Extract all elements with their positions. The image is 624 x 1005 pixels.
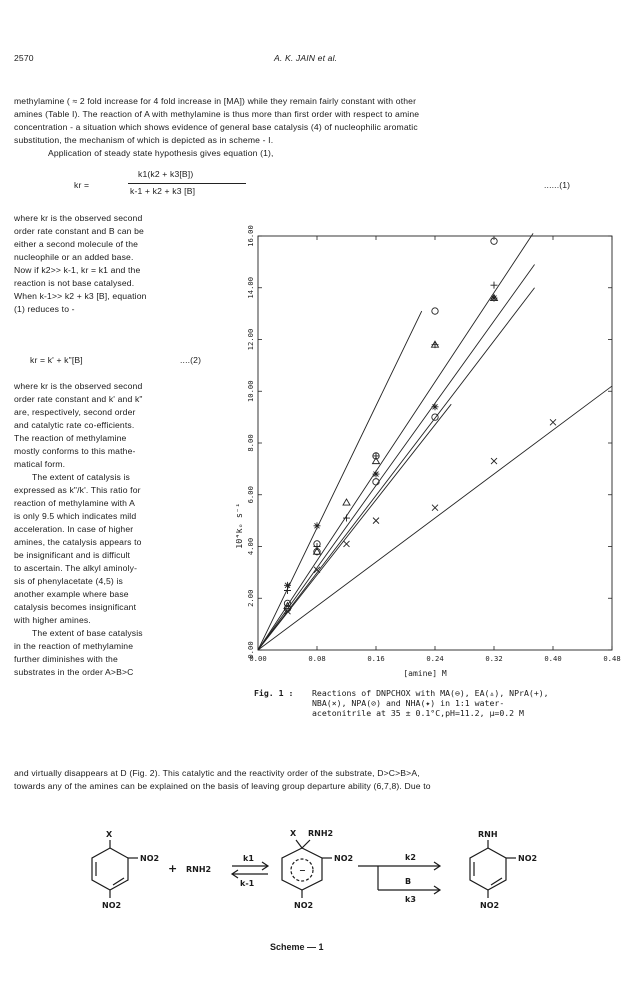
body-line: amines, the catalysis appears to [14,537,142,547]
body-line: mostly conforms to this mathe- [14,446,136,456]
intro-line: amines (Table I). The reaction of A with methylamine is thus more than first order with respect to amine [14,109,420,119]
y-tick-label: 16.00 [246,225,255,247]
product-ring [470,848,506,890]
scheme-label: + [168,862,178,875]
fit-line-ma [258,311,422,650]
chart-svg [236,222,624,680]
scheme-label: NO2 [102,901,122,910]
reactant-ring [92,848,128,890]
scheme-label: X [290,829,297,838]
equation-1-numerator: k1(k2 + k3[B]) [138,169,194,179]
x-tick-label: 0.40 [544,654,562,663]
body-line: another example where base [14,589,129,599]
figure-label: Fig. 1 : [254,688,294,698]
scheme-label: k-1 [240,879,255,888]
body-line: either a second molecule of the [14,239,139,249]
body-line: is only 9.5 which indicates mild [14,511,137,521]
caption-line: NBA(×), NPA(⊘) and NHA(✦) in 1:1 water- [312,698,505,708]
scheme-label: NO2 [334,854,354,863]
data-point-nha [284,582,291,589]
body-line: matical form. [14,459,66,469]
body-line: and virtually disappears at D (Fig. 2). This catalytic and the reactivity order of the substrate, D>C>B>A, [14,768,420,778]
y-axis-label: 10⁴kₒ s⁻¹ [236,502,245,549]
y-tick-label: 8.00 [246,434,255,452]
body-line: to ascertain. The alkyl aminoly- [14,563,138,573]
scheme-label: RNH2 [308,829,334,838]
left-column-top [14,212,147,316]
body-line: expressed as k"/k'. This ratio for [14,485,141,495]
fit-line-npra [258,264,535,650]
body-line: order rate constant and k' and k" [14,394,143,404]
figure-1-chart [236,222,624,680]
running-head: A. K. JAIN et al. [274,53,338,63]
bond [296,840,302,848]
body-line: catalysis becomes insignificant [14,602,137,612]
page-number: 2570 [14,53,34,63]
x-tick-label: 0.00 [249,654,267,663]
data-point-npra [314,543,321,550]
x-tick-label: 0.16 [367,654,385,663]
body-line: and catalytic rate co-efficients. [14,420,135,430]
scheme-label: RNH [478,830,498,839]
x-tick-label: 0.32 [485,654,503,663]
caption-line: Reactions of DNPCHOX with MA(⊖), EA(▵), NPrA(+), [312,688,549,698]
fit-line-ea [258,288,535,650]
equation-1-denominator: k-1 + k2 + k3 [B] [130,186,196,196]
y-tick-label: 12.00 [246,328,255,351]
scheme-label: B [405,877,412,886]
intro-line: Application of steady state hypothesis gives equation (1), [48,148,274,158]
data-point-nha [373,471,380,478]
double-bond [113,878,124,885]
bottom-paragraph [14,767,431,793]
scheme-label: NO2 [140,854,160,863]
data-point-npra [491,282,498,289]
x-tick-label: 0.08 [308,654,326,663]
body-line: substrates in the order A>B>C [14,667,134,677]
body-line: towards any of the amines can be explained on the basis of leaving group departure ability (6,7,8). Due to [14,781,431,791]
data-point-nba [373,518,379,524]
body-line: where kr is the observed second [14,213,143,223]
data-point-nba [344,541,350,547]
body-line: further diminishes with the [14,654,118,664]
scheme-label: NO2 [480,901,500,910]
body-line: reaction of methylamine with A [14,498,136,508]
body-line: The extent of catalysis is [32,472,130,482]
plot-frame [258,236,612,650]
body-line: Now if k2>> k-1, kr = k1 and the [14,265,141,275]
data-point-npa [432,414,438,420]
equation-2: kr = k' + k"[B] [30,355,83,365]
scheme-label: − [299,866,306,875]
data-point-nha [314,522,321,529]
y-tick-label: 4.00 [246,537,255,556]
body-line: nucleophile or an added base. [14,252,134,262]
data-point-nba [491,458,497,464]
data-point-nha [432,403,439,410]
intro-paragraph [14,95,419,160]
scheme-label: k3 [405,895,416,904]
x-tick-label: 0.24 [426,654,444,663]
scheme-label: NO2 [518,854,538,863]
body-line: in the reaction of methylamine [14,641,134,651]
bond [302,840,310,848]
data-point-nba [432,505,438,511]
caption-line: acetonitrile at 35 ± 0.1°C,pH=11.2, μ=0.2 M [312,708,524,718]
y-tick-label: 14.00 [246,276,255,299]
equation-1-lhs: kr = [74,180,90,190]
body-line: When k-1>> k2 + k3 [B], equation [14,291,147,301]
data-point-nha [491,295,498,302]
x-axis-label: [amine] M [403,669,447,678]
intro-line: substitution, the mechanism of which is depicted as in scheme - I. [14,135,274,145]
data-point-ea [343,499,350,505]
data-point-ma [432,308,438,314]
scheme-label: RNH2 [186,865,212,874]
body-line: The reaction of methylamine [14,433,127,443]
double-bond [491,878,502,885]
figure-caption [312,688,549,718]
equation-1-number: ......(1) [544,180,571,190]
scheme-caption: Scheme — 1 [270,942,324,952]
intro-line: concentration - a situation which shows evidence of general base catalysis (4) of nucleophilic aromatic [14,122,418,132]
body-line: reaction is not base catalysed. [14,278,135,288]
equation-1 [68,167,608,207]
scheme-label: k1 [243,854,254,863]
body-line: The extent of base catalysis [32,628,143,638]
scheme-label: X [106,830,113,839]
left-column-mid [14,380,143,679]
data-point-nba [550,419,556,425]
equation-2-number: ....(2) [180,355,202,365]
scheme-1-diagram [0,818,624,978]
body-line: (1) reduces to - [14,304,75,314]
y-tick-label: 0.00 [246,641,255,659]
body-line: are, respectively, second order [14,407,136,417]
scheme-label: k2 [405,853,416,862]
x-tick-label: 0.48 [603,654,621,663]
body-line: acceleration. In case of higher [14,524,134,534]
fraction-bar [128,183,246,184]
fit-line-nba [258,386,612,650]
body-line: sis of phenylacetate (4,5) is [14,576,123,586]
body-line: with higher amines. [14,615,91,625]
y-tick-label: 6.00 [246,486,255,504]
scheme-label: NO2 [294,901,314,910]
body-line: be insignificant and is difficult [14,550,131,560]
body-line: order rate constant and B can be [14,226,144,236]
y-tick-label: 2.00 [246,589,255,607]
body-line: where kr is the observed second [14,381,143,391]
y-tick-label: 10.00 [246,380,255,403]
intro-line: methylamine ( ≈ 2 fold increase for 4 fold increase in [MA]) while they remain fairly constant with other [14,96,417,106]
